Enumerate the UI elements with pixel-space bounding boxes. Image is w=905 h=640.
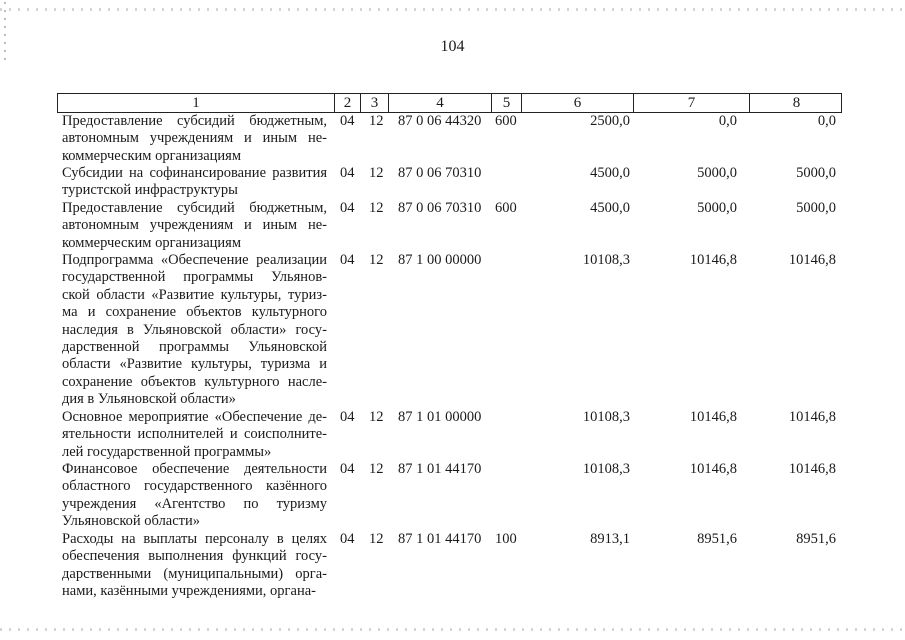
row-name-line: Подпрограмма «Обеспечение реализации <box>62 252 327 268</box>
row-cell-c4: 87 0 06 70310 <box>398 200 482 216</box>
row-cell-c7: 5000,0 <box>697 200 737 216</box>
row-name-line: дия в Ульяновской области» <box>62 391 236 408</box>
row-cell-c8: 8951,6 <box>796 531 836 547</box>
row-name-line: автономным учреждениям и иным не- <box>62 217 327 234</box>
row-cell-c4: 87 1 01 44170 <box>398 531 482 547</box>
row-name-line: лей государственной программы» <box>62 443 272 460</box>
row-cell-c4: 87 0 06 44320 <box>398 113 482 129</box>
row-name-line: Предоставление субсидий бюджетным, <box>62 113 327 129</box>
row-cell-c7: 5000,0 <box>697 165 737 181</box>
row-cell-c2: 04 <box>340 252 355 268</box>
row-cell-c3: 12 <box>369 252 384 268</box>
row-cell-c6: 2500,0 <box>590 113 630 129</box>
header-col-5: 5 <box>491 94 521 112</box>
row-name-line: коммерческим организациям <box>62 234 242 251</box>
row-name-line: областного государственного казённого <box>62 478 327 495</box>
row-cell-c4: 87 0 06 70310 <box>398 165 482 181</box>
row-name-cell <box>62 165 327 200</box>
scan-noise-top <box>0 8 905 11</box>
row-cell-c8: 5000,0 <box>796 200 836 216</box>
row-cell-c8: 10146,8 <box>788 252 836 268</box>
row-cell-c4: 87 1 01 44170 <box>398 461 482 477</box>
row-cell-c3: 12 <box>369 461 384 477</box>
row-cell-c6: 8913,1 <box>590 531 630 547</box>
row-cell-c2: 04 <box>340 409 355 425</box>
row-cell-c7: 10146,8 <box>689 252 737 268</box>
row-name-line: ятельности исполнителей и соисполните- <box>62 426 327 443</box>
row-name-cell <box>62 113 327 165</box>
header-col-4: 4 <box>388 94 491 112</box>
header-col-1: 1 <box>192 95 200 111</box>
header-col-6: 6 <box>521 94 633 112</box>
row-cell-c2: 04 <box>340 531 355 547</box>
row-name-line: ма и сохранение объектов культурного <box>62 304 327 321</box>
row-name-line: области «Развитие культуры, туризма и <box>62 356 327 373</box>
row-name-line: дарственными (муниципальными) орга- <box>62 565 327 582</box>
header-col-7: 7 <box>633 94 749 112</box>
row-cell-c6: 10108,3 <box>582 252 630 268</box>
row-name-line: сохранение объектов культурного насле- <box>62 373 327 390</box>
row-name-line: Расходы на выплаты персоналу в целях <box>62 531 327 547</box>
row-cell-c7: 8951,6 <box>697 531 737 547</box>
row-cell-c2: 04 <box>340 113 355 129</box>
row-cell-c2: 04 <box>340 200 355 216</box>
row-name-line: Субсидии на софинансирование развития <box>62 165 327 181</box>
row-cell-c8: 5000,0 <box>796 165 836 181</box>
table-header-row <box>57 93 842 113</box>
row-cell-c4: 87 1 00 00000 <box>398 252 482 268</box>
row-name-line: нами, казёнными учреждениями, органа- <box>62 583 316 600</box>
row-cell-c3: 12 <box>369 165 384 181</box>
row-cell-c5: 600 <box>495 113 517 129</box>
row-name-line: Предоставление субсидий бюджетным, <box>62 200 327 216</box>
row-name-cell <box>62 252 327 409</box>
row-cell-c8: 10146,8 <box>788 461 836 477</box>
row-cell-c5: 600 <box>495 200 517 216</box>
row-name-cell <box>62 200 327 252</box>
row-name-line: наследия в Ульяновской области» госу- <box>62 321 327 338</box>
row-cell-c3: 12 <box>369 409 384 425</box>
row-name-line: коммерческим организациям <box>62 147 242 164</box>
row-cell-c6: 4500,0 <box>590 165 630 181</box>
row-name-line: ской области «Развитие культуры, туриз- <box>62 286 327 303</box>
row-cell-c6: 10108,3 <box>582 409 630 425</box>
row-cell-c8: 0,0 <box>817 113 836 129</box>
row-cell-c4: 87 1 01 00000 <box>398 409 482 425</box>
row-name-cell <box>62 461 327 531</box>
row-cell-c6: 4500,0 <box>590 200 630 216</box>
scan-noise-bottom <box>0 628 905 631</box>
row-name-line: туристской инфраструктуры <box>62 182 238 199</box>
row-name-line: государственной программы Ульянов- <box>62 269 327 286</box>
row-cell-c2: 04 <box>340 461 355 477</box>
row-cell-c8: 10146,8 <box>788 409 836 425</box>
row-cell-c3: 12 <box>369 113 384 129</box>
row-name-cell <box>62 531 327 601</box>
row-cell-c2: 04 <box>340 165 355 181</box>
header-col-3: 3 <box>360 94 388 112</box>
row-cell-c3: 12 <box>369 531 384 547</box>
page-number: 104 <box>440 38 465 55</box>
row-name-line: Ульяновской области» <box>62 513 201 530</box>
row-name-line: Основное мероприятие «Обеспечение де- <box>62 409 327 425</box>
row-name-line: дарственной программы Ульяновской <box>62 339 327 356</box>
row-cell-c7: 0,0 <box>718 113 737 129</box>
row-cell-c5: 100 <box>495 531 517 547</box>
row-name-line: обеспечения выполнения функций госу- <box>62 548 327 565</box>
row-cell-c3: 12 <box>369 200 384 216</box>
row-cell-c7: 10146,8 <box>689 409 737 425</box>
header-col-8: 8 <box>749 94 843 112</box>
header-col-2: 2 <box>334 94 360 112</box>
row-name-line: автономным учреждениям и иным не- <box>62 130 327 147</box>
row-name-line: Финансовое обеспечение деятельности <box>62 461 327 477</box>
row-cell-c6: 10108,3 <box>582 461 630 477</box>
row-name-line: учреждения «Агентство по туризму <box>62 495 327 512</box>
row-name-cell <box>62 409 327 461</box>
row-cell-c7: 10146,8 <box>689 461 737 477</box>
